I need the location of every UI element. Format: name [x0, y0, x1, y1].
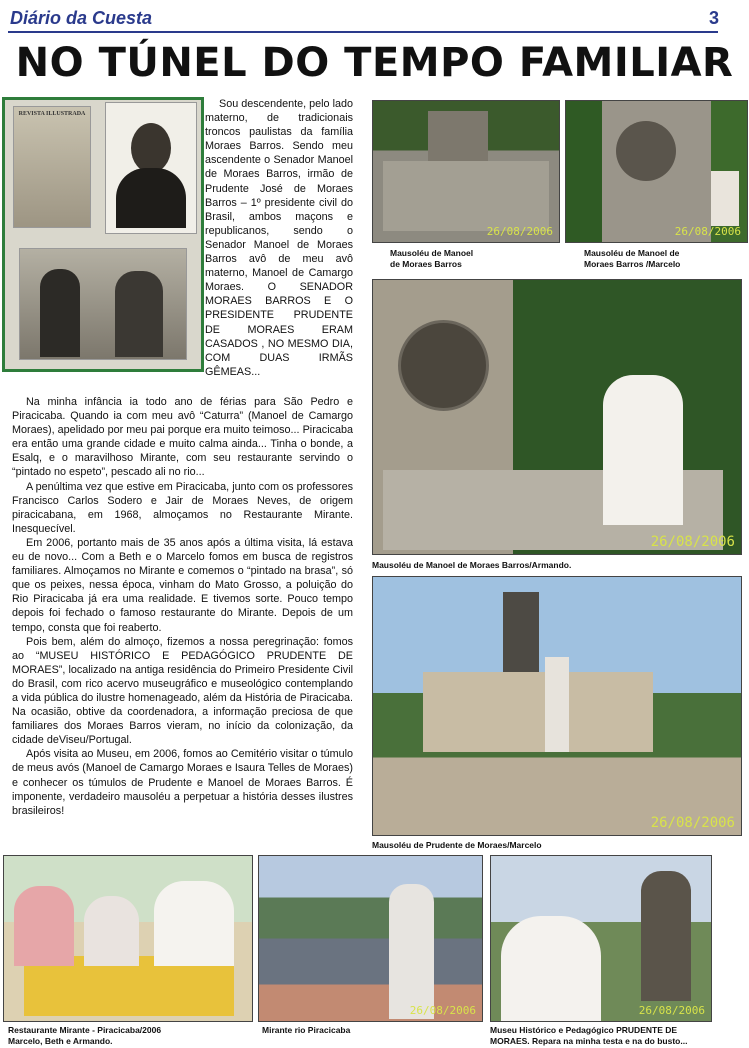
historical-scan — [2, 97, 204, 372]
photo-date-stamp: 26/08/2006 — [650, 815, 735, 831]
photo-caption: Mausoléu de Manoel de Moraes Barros — [390, 248, 474, 269]
mausoleum-photo-2 — [565, 100, 748, 243]
photo-caption: Mausoléu de Manoel de Moraes Barros /Marcelo — [584, 248, 681, 269]
prudente-mausoleum-photo — [372, 576, 742, 836]
couple-portrait — [19, 248, 187, 360]
photo-caption: Mausoléu de Manoel de Moraes Barros/Armando. — [372, 560, 572, 570]
article-paragraph: Sou descendente, pelo lado materno, de tradicionais troncos paulistas da família Moraes Barros. Sendo meu ascendente o Senador Manoel de Moraes Barros, irmão de Prudente José de Moraes Barros – 1º presidente civil do Brasil, ambos maçons e republicanos, sendo o Senador Manoel de Moraes Barros avô de meu avô materno, Manoel de Camargo Moraes. O SENADOR MORAES BARROS E O PRESIDENTE PRUDENTE DE MORAES ERAM CASADOS , NO MESMO DIA, COM DUAS IRMÃS GÊMEAS... — [205, 98, 353, 378]
article-paragraph: Em 2006, portanto mais de 35 anos após a última visita, lá estava eu de novo... Com a Beth e o Marcelo fomos em busca de registros familiares. Almoçamos no Mirante e comemos o “pintado na brasa”, só que os peixes, nessa época, vinham do Mato Grosso, a poluição do Rio Piracicaba já era uma realidade. E tivemos sorte. Pouco tempo depois foi fechado o famoso restaurante do Mirante. Depois de um tempo, consta que foi reaberto. — [12, 536, 353, 634]
newspaper-name: Diário da Cuesta — [10, 8, 153, 28]
photo-date-stamp: 26/08/2006 — [650, 534, 735, 550]
photo-date-stamp: 26/08/2006 — [638, 1004, 705, 1017]
mausoleum-photo-1 — [372, 100, 560, 243]
photo-caption: Mausoléu de Prudente de Moraes/Marcelo — [372, 840, 542, 850]
headline: NO TÚNEL DO TEMPO FAMILIAR — [15, 40, 734, 86]
photo-caption: Museu Histórico e Pedagógico PRUDENTE DE MORAES. Repara na minha testa e na do busto... — [490, 1025, 688, 1046]
article-paragraph: Pois bem, além do almoço, fizemos a nossa peregrinação: fomos ao “MUSEU HISTÓRICO E PEDAGÓGICO PRUDENTE DE MORAES”, localizado na antiga residência do Primeiro Presidente Civil do Brasil, com rico acervo museugráfico e museológico contemplando a vida pública do ilustre homenageado, além da História de Piracicaba. Na ocasião, obtive da coordenadora, a informação preciosa de que familiares dos Moraes Barros vieram, no início da colonização, da cidade deViseu/Portugal. — [12, 635, 353, 747]
page-number: 3 — [708, 8, 719, 28]
photo-date-stamp: 26/08/2006 — [674, 225, 741, 238]
photo-caption: Restaurante Mirante - Piracicaba/2006 Marcelo, Beth e Armando. — [8, 1025, 162, 1046]
photo-caption: Mirante rio Piracicaba — [262, 1025, 351, 1035]
article-body — [12, 395, 353, 818]
article-paragraph: A penúltima vez que estive em Piracicaba, junto com os professores Francisco Carlos Sodero e Jair de Moraes Neves, de origem piracicabana, em 1968, almoçamos no Restaurante Mirante. Inesquecível. — [12, 480, 353, 535]
article-intro — [205, 97, 353, 379]
restaurant-photo — [3, 855, 253, 1022]
magazine-title: REVISTA ILLUSTRADA — [18, 111, 86, 117]
river-viewpoint-photo — [258, 855, 483, 1022]
photo-date-stamp: 26/08/2006 — [486, 225, 553, 238]
article-paragraph: Na minha infância ia todo ano de férias para São Pedro e Piracicaba. Quando ia com meu avô “Caturra” (Manoel de Camargo Moraes), apelidado por meu pai porque era muito teimoso... Piracicaba era então uma grande cidade e muito calma ainda... Tinha o bonde, a Esalq, e o maravilhoso Mirante, com seu restaurante servindo o “pintado no espeto”, pescado ali no rio... — [12, 396, 353, 479]
article-paragraph: Após visita ao Museu, em 2006, fomos ao Cemitério visitar o túmulo de meus avós (Manoel de Camargo Moraes e Isaura Telles de Moraes) e conhecer os túmulos de Prudente e Manoel de Moraes Barros. É imponente, verdadeiro mausoléu a perpetuar a história desses ilustres brasileiros! — [12, 748, 353, 817]
mausoleum-photo-armando — [372, 279, 742, 555]
bearded-man-portrait — [105, 102, 197, 234]
header-rule — [8, 31, 718, 33]
magazine-cover-image — [13, 106, 91, 228]
photo-date-stamp: 26/08/2006 — [409, 1004, 476, 1017]
museum-bust-photo — [490, 855, 712, 1022]
